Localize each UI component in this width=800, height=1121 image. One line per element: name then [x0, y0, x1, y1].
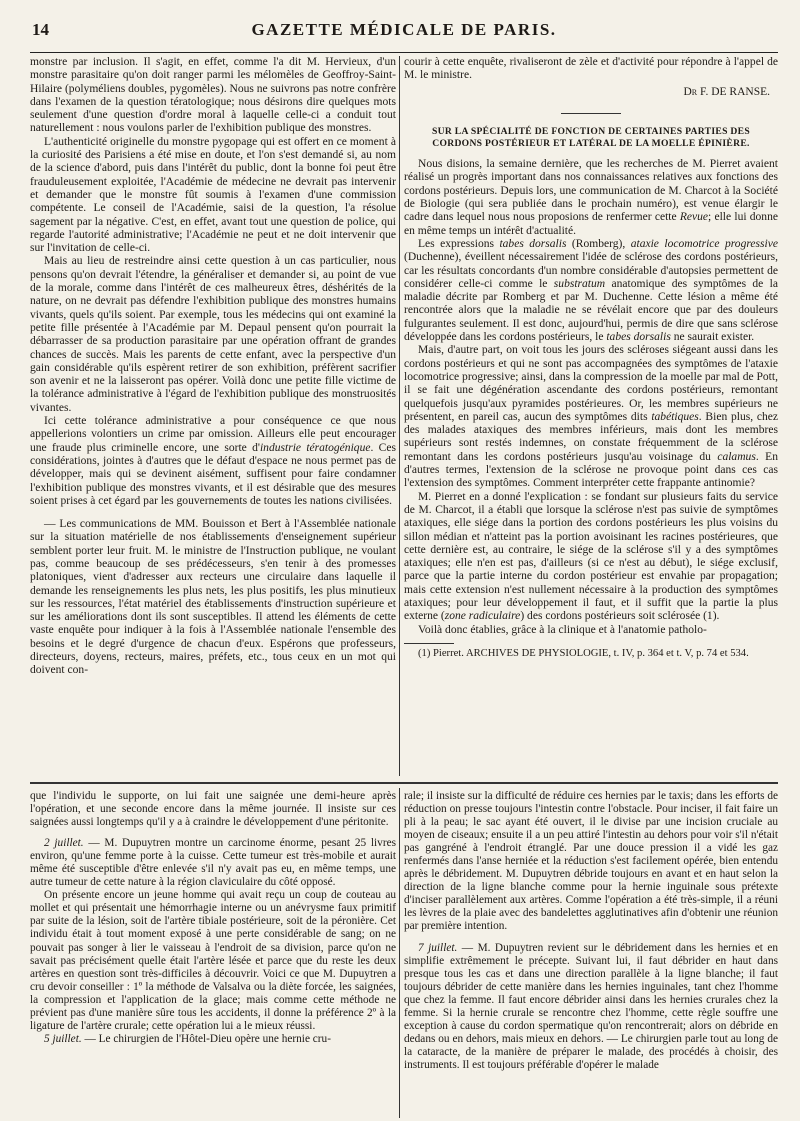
italic-text: tabes dorsalis [606, 331, 671, 344]
column-divider [399, 788, 400, 1118]
text-run: (Duchenne), éveillent nécessairement l'idée de sclérose des cordons postérieurs, car les résultats concordants d'un nombre considérable d'autopsies permettent de considérer celle-ci comme le [404, 251, 778, 290]
text-run: Mais, d'autre part, on voit tous les jours des scléroses siégeant aussi dans les cordons postérieurs et qui ne sont pas accompagnées des symptômes de l'ataxie locomotrice progressive; ainsi, dans la compression de la moelle par mal de Pott, il se fait une dégénération ascendante des cordons postérieurs, remontant quelquefois jusqu'aux pyramides postérieures. Or, les membres supérieurs ne présentent, en pareil cas, aucun des symptômes dits [404, 344, 778, 423]
column-top-left [30, 56, 396, 776]
text-run: M. Pierret en a donné l'explication : se fondant sur plusieurs faits du service de M. Charcot, il a établi que lorsque la sclérose n'est pas suivie de symptômes ataxiques, elle siége dans la portion des cordons postérieurs les plus voisins du sillon médian et n'atteint pas la portion avoisinant les racines postérieures, que cette dernière est, au contraire, le siége de la sclérose s'il y a des symptômes ataxiques; elle n'en est pas, d'ailleurs (si ce n'est au début), le siége exclusif, parce que la partie interne du cordon postérieur est envahie par propagation; mais cette extension n'est nullement nécessaire à la production des symptômes ataxiques; pour leur développement il faut, et il suffit que la partie la plus externe ( [404, 490, 778, 623]
paragraph: rale; il insiste sur la difficulté de réduire ces hernies par le taxis; dans les efforts de réduction on presse toujours l'intestin contre l'obstacle. Pour inciser, il fait faire un pli à la peau; le sac ayant été ouvert, il le divise par une incision cruciale au moyen de ciseaux; ensuite il a un peu attiré l'intestin au dehors pour voir s'il n'était pas gangréné à l'endroit étranglé. Par une douce pression il a vidé les gaz renfermés dans l'anse herniée et la réduction s'est facilement opérée, bien entendu après le débridement. M. Dupuytren débride toujours en avant et en haut selon la direction de la ligne blanche comme pour la hernie inguinale sous prétexte d'inciser parallèlement aux artères. Comme l'opération a été très-simple, il a réuni les lèvres de la plaie avec des bandelettes agglutinatives afin d'obtenir une réunion par première intention. [404, 790, 778, 933]
paragraph: Voilà donc établies, grâce à la clinique et à l'anatomie patholo- [418, 623, 707, 636]
separator-rule [404, 105, 778, 118]
paragraph [30, 415, 396, 508]
text-run: ne saurait exister. [670, 331, 755, 344]
column-bottom-right [404, 790, 778, 1118]
text-run: Les expressions [418, 237, 500, 250]
paragraph [30, 1033, 396, 1046]
italic-text: substratum [553, 277, 606, 290]
paragraph [404, 942, 778, 1072]
text-run: Ici cette tolérance administrative a pour conséquence ce que nous appellerions volontiers un crime par omission. Ailleurs elle peut encourager une fraude plus criminelle encore, une sorte d' [30, 415, 396, 454]
entry-date: 7 juillet. [418, 941, 458, 954]
text-run: (Romberg), [566, 237, 631, 250]
paragraph: Mais au lieu de restreindre ainsi cette question à un cas particulier, nous pensons qu'on devrait l'étendre, la généraliser et demander si, au point de vue de la morale, comme dans l'intérêt de ces malheureux êtres, déshérités de la nature, on ne devrait pas défendre l'exhibition publique des monstres humains vivants, quels qu'ils soient. Par exemple, tous les médecins qui ont examiné la petite fille présentée à l'Académie par M. Depaul pensent qu'on pourrait la débarrasser de sa production parasitaire par une opération offrant de grandes chances de succès. Mais les parents de cette enfant, avec la perspective d'un gain considérable qu'ils espèrent retirer de son exhibition, préfèrent sacrifier son avenir et ne la laisseront pas opérer. Voilà donc une petite fille victime de la tolérance administrative à l'égard de l'exhibition publique des monstruosités vivantes. [30, 255, 396, 414]
text-run: ; elle lui donne en même temps un intérêt d'actualité. [404, 211, 778, 237]
text-run: . Bien plus, chez des malades ataxiques des membres inférieurs, mais dont les membres supérieurs sont restés indemnes, on constate fréquemment de la sclérose remontant dans les cordons postérieurs jusqu'au voisinage du [404, 410, 778, 463]
column-top-right [404, 56, 778, 776]
author-signature: Dr F. DE RANSE. [683, 85, 770, 98]
italic-text: tabétiques [651, 410, 699, 423]
italic-text: Revue [679, 211, 709, 224]
paragraph [404, 344, 778, 490]
paragraph [404, 238, 778, 344]
text-run: . En d'autres termes, l'extension de la sclérose ne provoque point dans ces cas l'extension des symptômes. Comment interpréter cette frappante antinomie? [404, 450, 778, 490]
text-run: . Ces considérations, jointes à d'autres que le défaut d'espace ne nous permet pas de développer, mais qui se devinent aisément, suffisent pour faire condamner l'exhibition publique des monstres vivants, et il est désirable que des mesures soient prises à cet égard par les gouvernements de toutes les nations civilisées. [30, 441, 396, 507]
text-run: — M. Dupuytren revient sur le débridement dans les hernies et en simplifie extrêmement le précepte. Suivant lui, il faut débrider en haut dans presque tous les cas et dans une direction parallèle à la ligne blanche; il faut toujours débrider de cette manière dans les hernies inguinales, tant chez l'homme que chez la femme. Il faut encore débrider ainsi dans les hernies crurales chez la femme. Si la hernie crurale se rencontre chez l'homme, cette règle souffre une exception à cause du cordon spermatique qu'on rencontrerait; alors on débride en dedans ou en dehors, mais mieux en dehors. — Le chirurgien parle tout au long de la cataracte, de la manière de préparer le malade, des procédés à choisir, des instruments. Il est toujours préférable d'opérer le malade [404, 941, 778, 1071]
footnote-rule [404, 643, 454, 644]
paragraph: — Les communications de MM. Bouisson et Bert à l'Assemblée nationale sur la situation matérielle de nos établissements d'enseignement supérieur semblent porter leur fruit. M. le ministre de l'Instruction publique, ne voulant pas, comme beaucoup de ses prédécesseurs, s'en tenir à des promesses platoniques, vient d'adresser aux recteurs une circulaire dans laquelle il demande les renseignements les plus nets, les plus positifs, les plus minutieux sur les ressources, l'état matériel des établissements d'instruction supérieure et sur les améliorations dont ils sont susceptibles. Il attend les éléments de cette vaste enquête pour indiquer à la fois à l'Assemblée nationale l'ensemble des besoins et le degré d'urgence de chacun d'eux. Espérons que professeurs, directeurs, doyens, recteurs, maires, préfets, etc., tous ceux en un mot qui doivent con- [30, 518, 396, 677]
text-run: — Le chirurgien de l'Hôtel-Dieu opère une hernie cru- [81, 1032, 331, 1045]
italic-text: tabes dorsalis [499, 237, 567, 250]
column-divider [399, 56, 400, 776]
article-title: SUR LA SPÉCIALITÉ DE FONCTION DE CERTAINES PARTIES DES CORDONS POSTÉRIEUR ET LATÉRAL DE LA MOELLE ÉPINIÈRE. [432, 126, 750, 150]
text-run: ) des cordons postérieurs soit sclérosée (1). [520, 610, 720, 623]
paragraph [30, 837, 396, 889]
italic-text: calamus [717, 450, 756, 463]
entry-date: 2 juillet. [44, 837, 84, 850]
footnote: (1) Pierret. ARCHIVES DE PHYSIOLOGIE, t. IV, p. 364 et t. V, p. 74 et 534. [418, 647, 749, 659]
italic-text: industrie tératogénique [259, 441, 371, 454]
page-number: 14 [32, 20, 49, 39]
paragraph: L'authenticité originelle du monstre pygopage qui est offert en ce moment à la curiosité des Parisiens a été mise en doute, et l'on s'est demandé si, au nom de la science d'abord, puis dans l'intérêt du public, dont la bonne foi peut être frauduleusement exploitée, l'Académie de médecine ne devrait pas intervenir et demander que le monstre fût soumis à l'examen d'une commission compétente. Le conseil de l'Académie, saisi de la question, l'a résolue sagement par la négative. C'est, en effet, avant tout une question de police, qui regarde l'autorité administrative; l'Académie ne peut et ne doit intervenir que sur l'invitation de celle-ci. [30, 135, 396, 255]
journal-title: GAZETTE MÉDICALE DE PARIS. [251, 20, 557, 39]
entry-date: 5 juillet. [44, 1032, 82, 1045]
text-run: anatomique des symptômes de la maladie décrite par Romberg et par M. Duchenne. Cette lésion a même été rencontrée alors que la maladie ne se révélait encore que par des douleurs fulgurantes seulement. Il est donc, aujourd'hui, permis de dire que sans sclérose développée dans les cordons postérieurs, le [404, 277, 778, 344]
text-run: Nous disions, la semaine dernière, que les recherches de M. Pierret avaient réalisé un progrès important dans nos connaissances relatives aux fonctions des cordons postérieurs. Depuis lors, une communication de M. Charcot à la Société de Biologie (qui sera publiée dans le prochain numéro), est venue élargir le cadre dans lequel nous nous proposions de renfermer cette [404, 158, 778, 224]
paragraph [404, 158, 778, 238]
column-bottom-left [30, 790, 396, 1118]
paragraph: monstre par inclusion. Il s'agit, en effet, comme l'a dit M. Hervieux, d'un monstre parasitaire qu'on doit ranger parmi les mélomèles de Geoffroy-Saint-Hilaire (polyméliens doubles, pygomèles). Nous ne suivrons pas notre confrère dans l'examen de la question tératologique; nous désirons dire quelques mots seulement d'une question d'ordre moral à laquelle celle-ci a conduit tout naturellement : nous voulons parler de l'exhibition publique des monstres. [30, 56, 396, 135]
italic-text: ataxie locomotrice progressive [630, 237, 778, 250]
paragraph: que l'individu le supporte, on lui fait une saignée une demi-heure après l'opération, et une seconde encore dans la même journée. Il insiste sur ces saignées aussi longtemps qu'il y a à craindre le développement d'une péritonite. [30, 790, 396, 829]
paragraph [404, 491, 778, 624]
page-header [30, 18, 778, 53]
text-run: — M. Dupuytren montre un carcinome énorme, pesant 25 livres environ, qu'une femme porte à la cuisse. Cette tumeur est très-mobile et aurait même été susceptible d'être enlevée s'il n'y avait pas eu, en même temps, une autre tumeur de cette nature à la région claviculaire du côté opposé. [30, 837, 396, 889]
paragraph: On présente encore un jeune homme qui avait reçu un coup de couteau au mollet et qui présentait une hémorrhagie interne ou un anévrysme faux primitif par suite de la lésion, soit de l'artère tibiale postérieure, soit de la péronière. Cet individu était à tout moment exposé à une perte considérable de sang; on ne pouvait pas songer à lier le vaisseau à l'endroit de sa division, parce qu'on ne savait pas précisément quelle était l'artère lésée et parce que du reste les deux artères en question sont très-difficiles à découvrir. Voici ce que M. Dupuytren a cru devoir conseiller : 1º la méthode de Valsalva ou la diète forcée, les saignées, la compression et l'application de la glace; mais comme cette méthode ne prévient pas d'une manière sûre tous les accidents, il donne la préférence 2º à la ligature de l'artère crurale; cette opération lui a le mieux réussi. [30, 889, 396, 1032]
section-divider [30, 782, 778, 784]
paragraph: courir à cette enquête, rivaliseront de zèle et d'activité pour répondre à l'appel de M. le ministre. [404, 56, 778, 82]
italic-text: zone radiculaire [444, 610, 521, 623]
